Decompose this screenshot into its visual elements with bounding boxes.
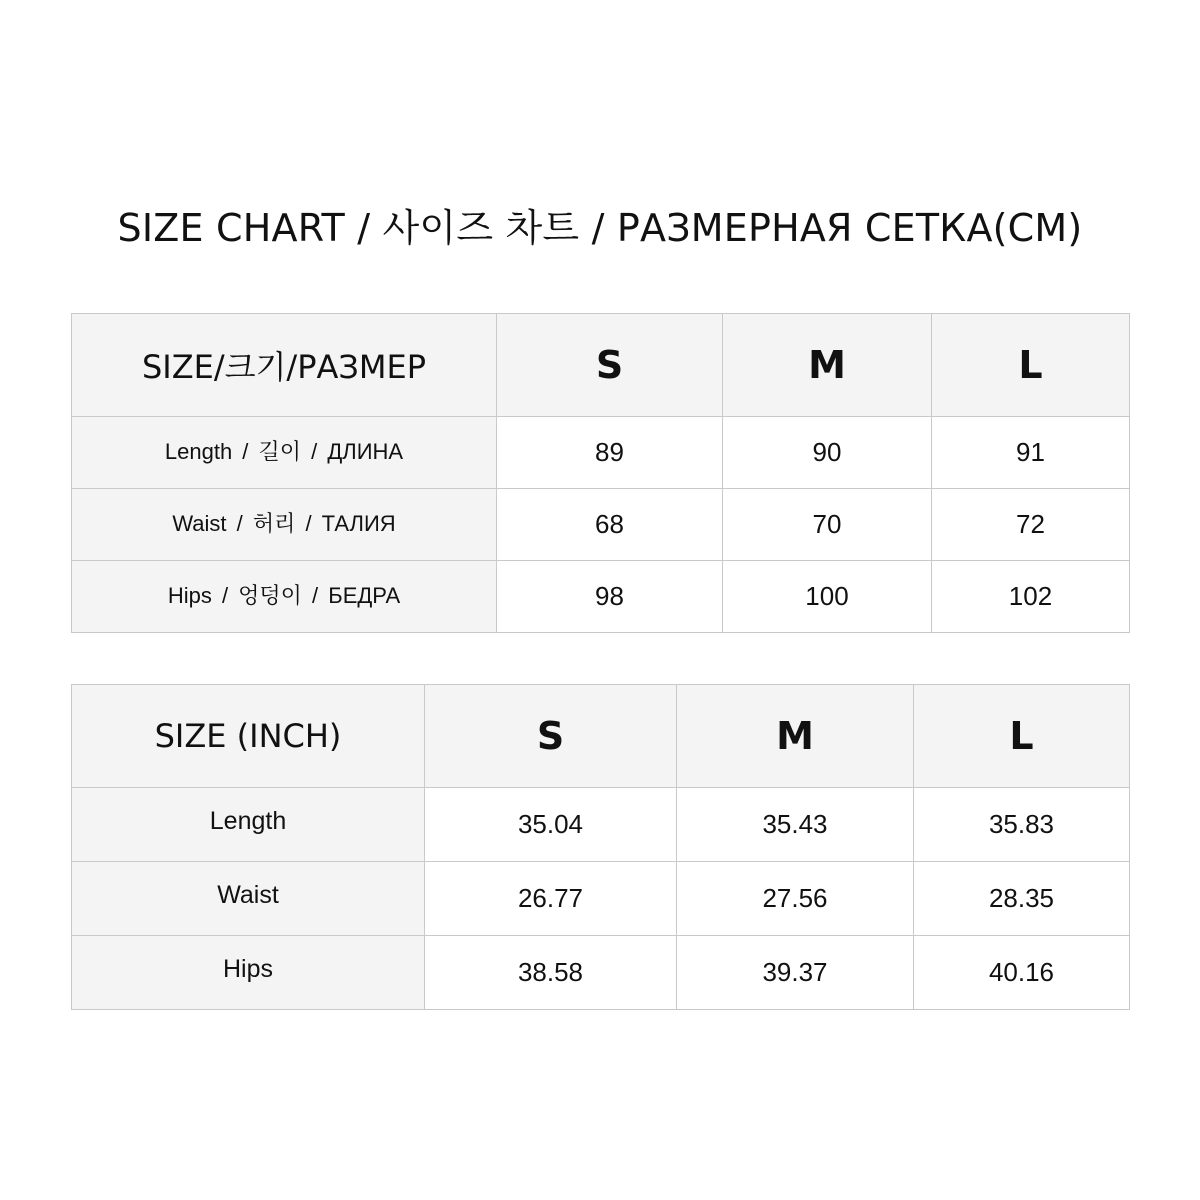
size-header-s: S [425,685,677,788]
value-cell: 27.56 [677,862,914,936]
value-cell: 70 [723,489,932,561]
value-cell: 26.77 [425,862,677,936]
size-table-inch [71,684,1130,1010]
value-cell: 90 [723,417,932,489]
value-cell: 91 [932,417,1130,489]
value-cell: 89 [497,417,723,489]
row-label-hips: Hips [72,936,425,1010]
size-table-cm [71,313,1130,633]
table-row [72,489,1130,561]
value-cell: 68 [497,489,723,561]
value-cell: 38.58 [425,936,677,1010]
value-cell: 102 [932,561,1130,633]
row-label-length: Length / 길이 / ДЛИНА [72,417,497,489]
size-header-m: M [723,314,932,417]
value-cell: 39.37 [677,936,914,1010]
row-label-length: Length [72,788,425,862]
value-cell: 72 [932,489,1130,561]
page-title: SIZE CHART / 사이즈 차트 / РАЗМЕРНАЯ СЕТКА(CM) [117,206,1083,250]
value-cell: 35.43 [677,788,914,862]
value-cell: 40.16 [914,936,1130,1010]
size-header-l: L [932,314,1130,417]
table-row [72,788,1130,862]
table-row [72,561,1130,633]
row-label-waist: Waist [72,862,425,936]
value-cell: 100 [723,561,932,633]
size-header-label: SIZE (INCH) [72,685,425,788]
table-header-row [72,685,1130,788]
value-cell: 35.83 [914,788,1130,862]
table-row [72,936,1130,1010]
size-header-m: M [677,685,914,788]
row-label-hips: Hips / 엉덩이 / БЕДРА [72,561,497,633]
size-header-label: SIZE/크기/РАЗМЕР [72,314,497,417]
table-header-row [72,314,1130,417]
size-header-l: L [914,685,1130,788]
table-row [72,417,1130,489]
size-header-s: S [497,314,723,417]
value-cell: 28.35 [914,862,1130,936]
table-row [72,862,1130,936]
value-cell: 35.04 [425,788,677,862]
row-label-waist: Waist / 허리 / ТАЛИЯ [72,489,497,561]
value-cell: 98 [497,561,723,633]
